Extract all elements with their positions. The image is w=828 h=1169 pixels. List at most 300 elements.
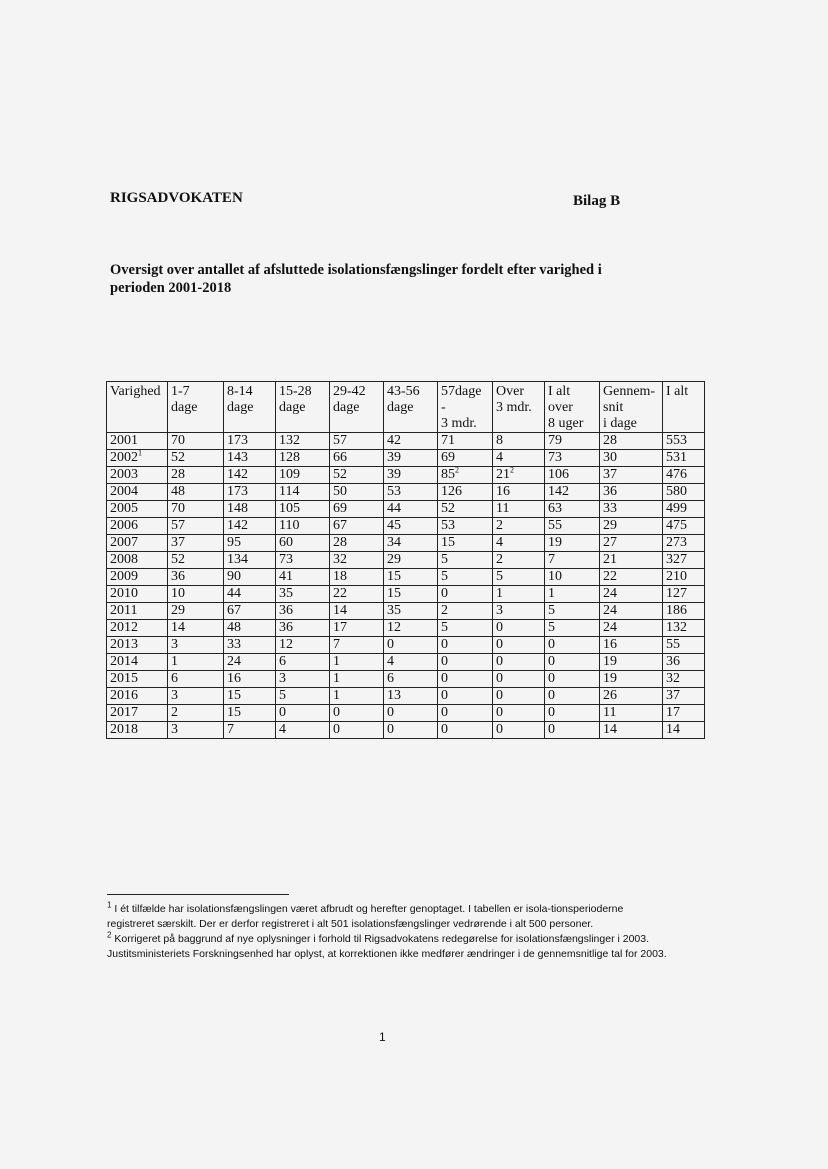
column-header-line: 3 mdr. (496, 400, 532, 415)
cell-value: 37 (666, 688, 680, 703)
table-cell (330, 552, 384, 569)
cell-value: 15 (227, 688, 241, 703)
organization-name: RIGSADVOKATEN (110, 190, 243, 206)
cell-value: 0 (441, 722, 448, 737)
table-cell (384, 637, 438, 654)
cell-value: 14 (603, 722, 617, 737)
year-value: 2007 (110, 535, 138, 550)
table-cell (224, 501, 276, 518)
cell-value: 28 (603, 433, 617, 448)
table-cell (276, 637, 330, 654)
table-cell (168, 637, 224, 654)
column-header (107, 382, 168, 433)
cell-value: 15 (387, 586, 401, 601)
year-cell (107, 705, 168, 722)
column-header-line: dage (387, 400, 414, 415)
table-cell (493, 552, 545, 569)
table-cell (663, 705, 705, 722)
table-cell (168, 569, 224, 586)
footnote-divider (107, 894, 289, 895)
cell-value: 52 (333, 467, 347, 482)
table-cell (224, 722, 276, 739)
table-cell (438, 501, 493, 518)
table-cell (168, 433, 224, 450)
cell-value: 4 (496, 535, 503, 550)
table-cell (330, 654, 384, 671)
table-cell (545, 586, 600, 603)
cell-value: 18 (333, 569, 347, 584)
table-cell (493, 620, 545, 637)
table-cell (600, 603, 663, 620)
cell-value: 106 (548, 467, 569, 482)
cell-value: 0 (496, 654, 503, 669)
cell-value: 0 (496, 722, 503, 737)
cell-value: 28 (171, 467, 185, 482)
table-cell (545, 569, 600, 586)
table-cell (384, 501, 438, 518)
cell-value: 142 (227, 467, 248, 482)
cell-value: 21 (603, 552, 617, 567)
cell-value: 3 (279, 671, 286, 686)
cell-value: 16 (227, 671, 241, 686)
cell-value: 0 (548, 671, 555, 686)
footnote-text: Korrigeret på baggrund af nye oplysninger i forhold til Rigsadvokatens redegørelse for isolationsfængslinger i 2003. Justitsministeriets Forskningsenhed har oplyst, at korrektionen ikke medfører ændringer i de gennemsnitlige tal for 2003. (107, 933, 667, 960)
column-header-line: 8-14 (227, 384, 253, 399)
column-header (384, 382, 438, 433)
cell-value: 210 (666, 569, 687, 584)
table-cell (600, 484, 663, 501)
table-cell (384, 518, 438, 535)
table-row (107, 586, 705, 603)
table-cell (493, 433, 545, 450)
cell-value: 33 (603, 501, 617, 516)
table-row (107, 535, 705, 552)
table-row (107, 433, 705, 450)
year-value: 2015 (110, 671, 138, 686)
cell-value: 0 (441, 671, 448, 686)
cell-value: 36 (171, 569, 185, 584)
cell-value: 0 (496, 688, 503, 703)
column-header-line: 15-28 (279, 384, 312, 399)
column-header (168, 382, 224, 433)
column-header (438, 382, 493, 433)
table-cell (545, 535, 600, 552)
table-cell (330, 484, 384, 501)
table-cell (276, 518, 330, 535)
table-cell (168, 603, 224, 620)
cell-value: 52 (171, 450, 185, 465)
table-cell (493, 705, 545, 722)
cell-value: 0 (333, 722, 340, 737)
table-row (107, 654, 705, 671)
column-header-line: over (548, 400, 573, 415)
cell-value: 6 (171, 671, 178, 686)
cell-value: 48 (227, 620, 241, 635)
table-cell (493, 467, 545, 484)
cell-value: 4 (279, 722, 286, 737)
table-cell (663, 586, 705, 603)
cell-value: 0 (279, 705, 286, 720)
cell-value: 4 (387, 654, 394, 669)
cell-value: 0 (441, 654, 448, 669)
table-cell (600, 535, 663, 552)
cell-value: 0 (496, 620, 503, 635)
table-cell (545, 518, 600, 535)
cell-value: 105 (279, 501, 300, 516)
cell-value: 134 (227, 552, 248, 567)
cell-value: 17 (333, 620, 347, 635)
cell-value: 7 (227, 722, 234, 737)
column-header (330, 382, 384, 433)
table-cell (384, 705, 438, 722)
table-row (107, 603, 705, 620)
annex-label: Bilag B (573, 193, 621, 209)
cell-value: 127 (666, 586, 687, 601)
column-header-line: Varighed (110, 384, 161, 399)
table-cell (276, 620, 330, 637)
cell-value: 26 (603, 688, 617, 703)
table-row (107, 637, 705, 654)
cell-value: 32 (666, 671, 680, 686)
table-cell (663, 722, 705, 739)
table-cell (224, 535, 276, 552)
table-cell (168, 552, 224, 569)
column-header-line: dage (333, 400, 360, 415)
year-cell (107, 518, 168, 535)
cell-value: 60 (279, 535, 293, 550)
cell-value: 41 (279, 569, 293, 584)
cell-value: 7 (548, 552, 555, 567)
table-cell (276, 722, 330, 739)
table-cell (600, 637, 663, 654)
cell-value: 0 (548, 688, 555, 703)
column-header-line: - (441, 400, 446, 415)
column-header-line: 8 uger (548, 416, 584, 431)
table-cell (384, 688, 438, 705)
table-cell (663, 637, 705, 654)
column-header-line: Over (496, 384, 524, 399)
cell-value: 0 (548, 637, 555, 652)
table-row (107, 705, 705, 722)
cell-value: 63 (548, 501, 562, 516)
isolation-table (106, 381, 705, 739)
column-header (545, 382, 600, 433)
cell-value: 0 (548, 722, 555, 737)
table-cell (600, 467, 663, 484)
column-header-line: 3 mdr. (441, 416, 477, 431)
cell-value: 66 (333, 450, 347, 465)
cell-value: 44 (387, 501, 401, 516)
cell-value: 50 (333, 484, 347, 499)
year-cell (107, 637, 168, 654)
table-cell (276, 501, 330, 518)
table-cell (493, 501, 545, 518)
cell-value: 5 (441, 552, 448, 567)
year-value: 2006 (110, 518, 138, 533)
cell-value: 45 (387, 518, 401, 533)
table-header-row (107, 382, 705, 433)
cell-value: 14 (171, 620, 185, 635)
year-value: 2004 (110, 484, 138, 499)
cell-value: 48 (171, 484, 185, 499)
table-cell (276, 569, 330, 586)
cell-value: 19 (603, 671, 617, 686)
year-value: 2001 (110, 433, 138, 448)
cell-value: 0 (441, 705, 448, 720)
table-cell (545, 450, 600, 467)
cell-value: 0 (441, 637, 448, 652)
table-cell (600, 569, 663, 586)
table-cell (276, 535, 330, 552)
table-cell (438, 450, 493, 467)
table-cell (384, 467, 438, 484)
year-cell (107, 671, 168, 688)
column-header (600, 382, 663, 433)
table-cell (545, 501, 600, 518)
table-cell (438, 671, 493, 688)
cell-value: 14 (333, 603, 347, 618)
footnote-1 (107, 902, 667, 932)
table-cell (224, 671, 276, 688)
table-cell (663, 688, 705, 705)
cell-value: 22 (333, 586, 347, 601)
cell-value: 21 (496, 467, 510, 482)
cell-value: 69 (441, 450, 455, 465)
footnotes (107, 902, 667, 962)
cell-value: 39 (387, 467, 401, 482)
table-cell (438, 654, 493, 671)
table-cell (545, 637, 600, 654)
cell-value: 2 (441, 603, 448, 618)
table-cell (330, 467, 384, 484)
cell-value: 0 (496, 637, 503, 652)
cell-value: 1 (333, 688, 340, 703)
table-cell (276, 688, 330, 705)
table-cell (168, 671, 224, 688)
cell-value: 19 (603, 654, 617, 669)
cell-value: 33 (227, 637, 241, 652)
year-value: 2010 (110, 586, 138, 601)
cell-value: 70 (171, 501, 185, 516)
table-cell (384, 722, 438, 739)
table-cell (545, 467, 600, 484)
table-cell (168, 450, 224, 467)
table-cell (276, 467, 330, 484)
cell-value: 3 (171, 637, 178, 652)
table-cell (663, 535, 705, 552)
table-cell (438, 433, 493, 450)
cell-value: 67 (333, 518, 347, 533)
column-header (276, 382, 330, 433)
table-cell (330, 637, 384, 654)
cell-value: 14 (666, 722, 680, 737)
footnote-marker: 1 (107, 900, 112, 910)
table-row (107, 722, 705, 739)
table-row (107, 620, 705, 637)
table-cell (168, 688, 224, 705)
table-cell (224, 518, 276, 535)
table-cell (224, 688, 276, 705)
table-cell (663, 603, 705, 620)
cell-value: 29 (171, 603, 185, 618)
table-cell (330, 620, 384, 637)
column-header-line: 43-56 (387, 384, 420, 399)
year-cell (107, 535, 168, 552)
table-cell (384, 586, 438, 603)
cell-value: 35 (279, 586, 293, 601)
year-value: 2016 (110, 688, 138, 703)
cell-value: 273 (666, 535, 687, 550)
table-cell (276, 705, 330, 722)
cell-value: 36 (603, 484, 617, 499)
cell-value: 553 (666, 433, 687, 448)
footnote-marker: 2 (107, 930, 112, 940)
cell-value: 70 (171, 433, 185, 448)
table-cell (276, 603, 330, 620)
cell-value: 114 (279, 484, 300, 499)
table-cell (493, 535, 545, 552)
table-cell (276, 654, 330, 671)
year-cell (107, 501, 168, 518)
table-body (107, 433, 705, 739)
table-cell (545, 603, 600, 620)
table-cell (168, 535, 224, 552)
table-cell (330, 671, 384, 688)
year-value: 2014 (110, 654, 138, 669)
table-cell (663, 484, 705, 501)
cell-value: 109 (279, 467, 300, 482)
cell-value: 22 (603, 569, 617, 584)
cell-value: 7 (333, 637, 340, 652)
page-title: Oversigt over antallet af afsluttede isolationsfængslinger fordelt efter varighed i perioden 2001-2018 (110, 262, 602, 296)
cell-value: 30 (603, 450, 617, 465)
cell-value: 90 (227, 569, 241, 584)
cell-value: 0 (548, 654, 555, 669)
table-row (107, 484, 705, 501)
cell-value: 173 (227, 484, 248, 499)
cell-value: 15 (387, 569, 401, 584)
table-cell (224, 705, 276, 722)
table-cell (600, 433, 663, 450)
table-cell (545, 484, 600, 501)
table-cell (168, 705, 224, 722)
column-header-line: 29-42 (333, 384, 366, 399)
table-cell (493, 654, 545, 671)
table-cell (384, 569, 438, 586)
table-cell (493, 603, 545, 620)
table-cell (600, 552, 663, 569)
table-cell (276, 433, 330, 450)
table-cell (600, 518, 663, 535)
cell-value: 57 (333, 433, 347, 448)
table-cell (438, 688, 493, 705)
cell-value: 6 (387, 671, 394, 686)
cell-value: 17 (666, 705, 680, 720)
table-cell (493, 569, 545, 586)
table-cell (276, 450, 330, 467)
cell-value: 24 (603, 620, 617, 635)
table-cell (438, 705, 493, 722)
cell-value: 0 (333, 705, 340, 720)
table-cell (384, 484, 438, 501)
table-cell (545, 705, 600, 722)
year-value: 2018 (110, 722, 138, 737)
cell-value: 16 (496, 484, 510, 499)
cell-value: 1 (333, 654, 340, 669)
year-cell (107, 552, 168, 569)
cell-value: 173 (227, 433, 248, 448)
year-value: 2017 (110, 705, 138, 720)
table-cell (330, 518, 384, 535)
table-cell (438, 552, 493, 569)
cell-value: 69 (333, 501, 347, 516)
table-cell (438, 484, 493, 501)
table-cell (276, 671, 330, 688)
cell-value: 327 (666, 552, 687, 567)
cell-value: 24 (227, 654, 241, 669)
cell-value: 55 (666, 637, 680, 652)
table-cell (224, 603, 276, 620)
table-cell (545, 620, 600, 637)
cell-value: 79 (548, 433, 562, 448)
table-cell (330, 586, 384, 603)
table-cell (493, 450, 545, 467)
cell-value: 53 (387, 484, 401, 499)
cell-value: 0 (441, 688, 448, 703)
table-cell (438, 637, 493, 654)
footnote-ref: 1 (138, 448, 142, 458)
cell-value: 37 (171, 535, 185, 550)
table-cell (384, 620, 438, 637)
table-cell (330, 450, 384, 467)
year-cell (107, 688, 168, 705)
year-value: 2011 (110, 603, 138, 618)
cell-value: 29 (603, 518, 617, 533)
cell-value: 19 (548, 535, 562, 550)
column-header (224, 382, 276, 433)
table-cell (384, 654, 438, 671)
table-cell (224, 484, 276, 501)
cell-value: 0 (441, 586, 448, 601)
table-row (107, 569, 705, 586)
cell-value: 57 (171, 518, 185, 533)
cell-value: 11 (603, 705, 617, 720)
year-value: 2008 (110, 552, 138, 567)
table-cell (330, 535, 384, 552)
cell-value: 5 (496, 569, 503, 584)
column-header (663, 382, 705, 433)
cell-value: 0 (387, 722, 394, 737)
table-row (107, 450, 705, 467)
table-cell (384, 535, 438, 552)
table-cell (224, 586, 276, 603)
year-cell (107, 484, 168, 501)
year-value: 2012 (110, 620, 138, 635)
cell-value: 12 (279, 637, 293, 652)
table-cell (438, 467, 493, 484)
table-cell (330, 705, 384, 722)
table-row (107, 518, 705, 535)
cell-value: 6 (279, 654, 286, 669)
table-cell (438, 569, 493, 586)
table-cell (330, 688, 384, 705)
table-cell (276, 484, 330, 501)
column-header-line: 1-7 (171, 384, 190, 399)
cell-value: 186 (666, 603, 687, 618)
column-header-line: dage (171, 400, 198, 415)
cell-value: 29 (387, 552, 401, 567)
table-row (107, 671, 705, 688)
